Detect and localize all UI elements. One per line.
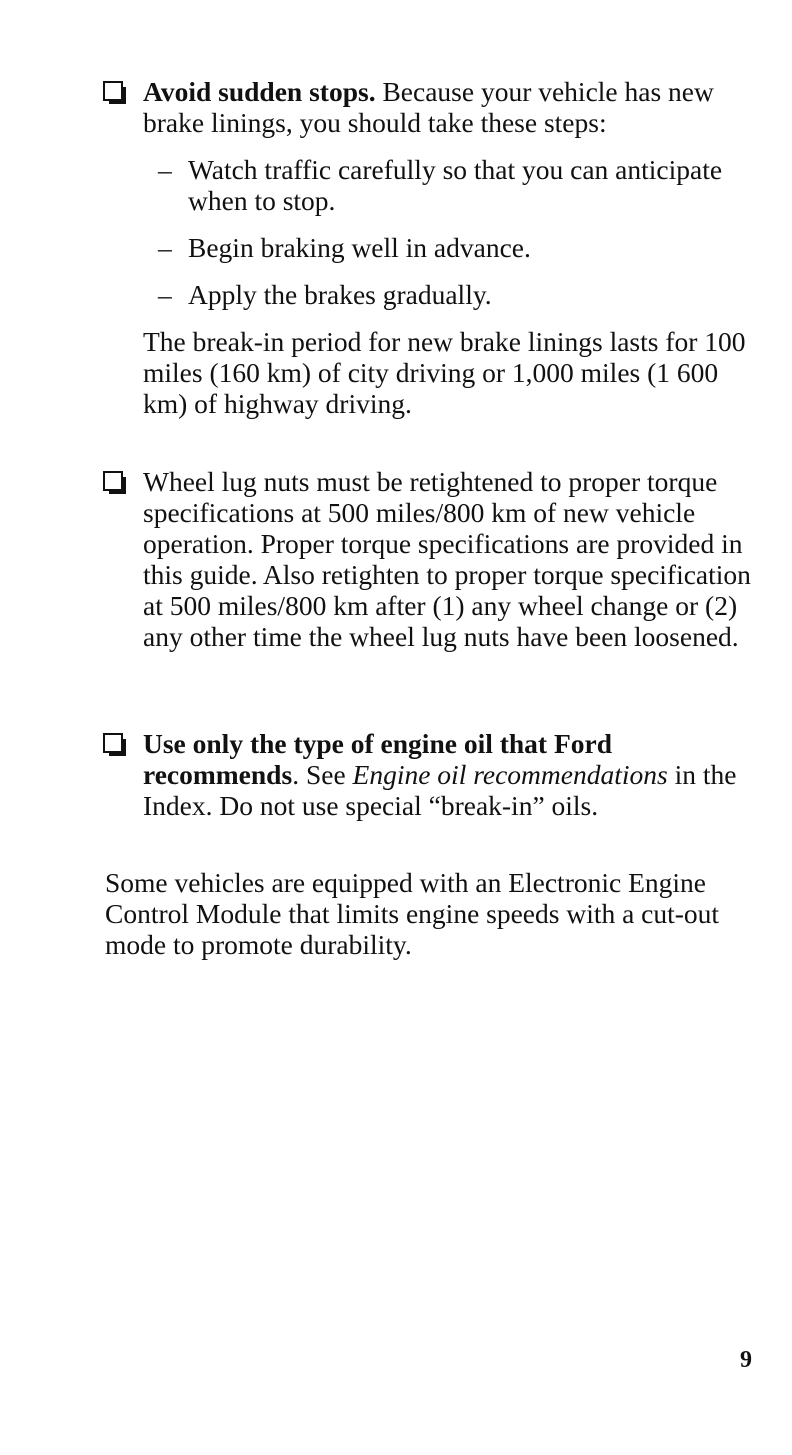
step-item [158, 232, 763, 263]
item-text: Because your vehicle has new brake linings, you should take these steps: [143, 76, 714, 138]
step-text: Apply the brakes gradually. [188, 279, 492, 310]
break-in-note: The break-in period for new brake linings lasts for 100 miles (160 km) of city driving or 1,000 miles (1 600 km) of highway driving. [143, 326, 746, 419]
dash-bullet: – [158, 154, 172, 185]
item-see: See [299, 759, 353, 790]
item-lead: Avoid sudden stops. [143, 76, 376, 107]
item-lead-end: . [292, 759, 300, 790]
index-reference: Engine oil recommendations [352, 759, 668, 790]
item-rest: in the Index. Do not use special “break-in” oils. [143, 759, 737, 821]
step-item [158, 279, 763, 310]
checklist-item-lug-nuts [103, 466, 763, 652]
step-text: Begin braking well in advance. [188, 232, 531, 263]
checkbox-icon [103, 471, 127, 495]
closing-paragraph: Some vehicles are equipped with an Electronic Engine Control Module that limits engine speeds with a cut-out mode to promote durability. [105, 867, 720, 960]
checklist-item-avoid-sudden-stops [103, 76, 763, 419]
page-number: 9 [740, 1347, 752, 1373]
steps-list [158, 154, 763, 310]
item-lead: Use only the type of engine oil that Ford recommends [143, 728, 613, 790]
step-text: Watch traffic carefully so that you can anticipate when to stop. [188, 154, 723, 216]
step-item [158, 154, 763, 216]
checkbox-icon [103, 81, 127, 105]
dash-bullet: – [158, 232, 172, 263]
checkbox-icon [103, 733, 127, 757]
dash-bullet: – [158, 279, 172, 310]
item-text: Wheel lug nuts must be retightened to proper torque specifications at 500 miles/800 km of new vehicle operation. Proper torque specifications are provided in this guide. Also retighten to proper torque specification at 500 miles/800 km after (1) any wheel change or (2) any other time the wheel lug nuts have been loosened. [143, 466, 751, 652]
checklist-item-engine-oil [103, 728, 763, 821]
